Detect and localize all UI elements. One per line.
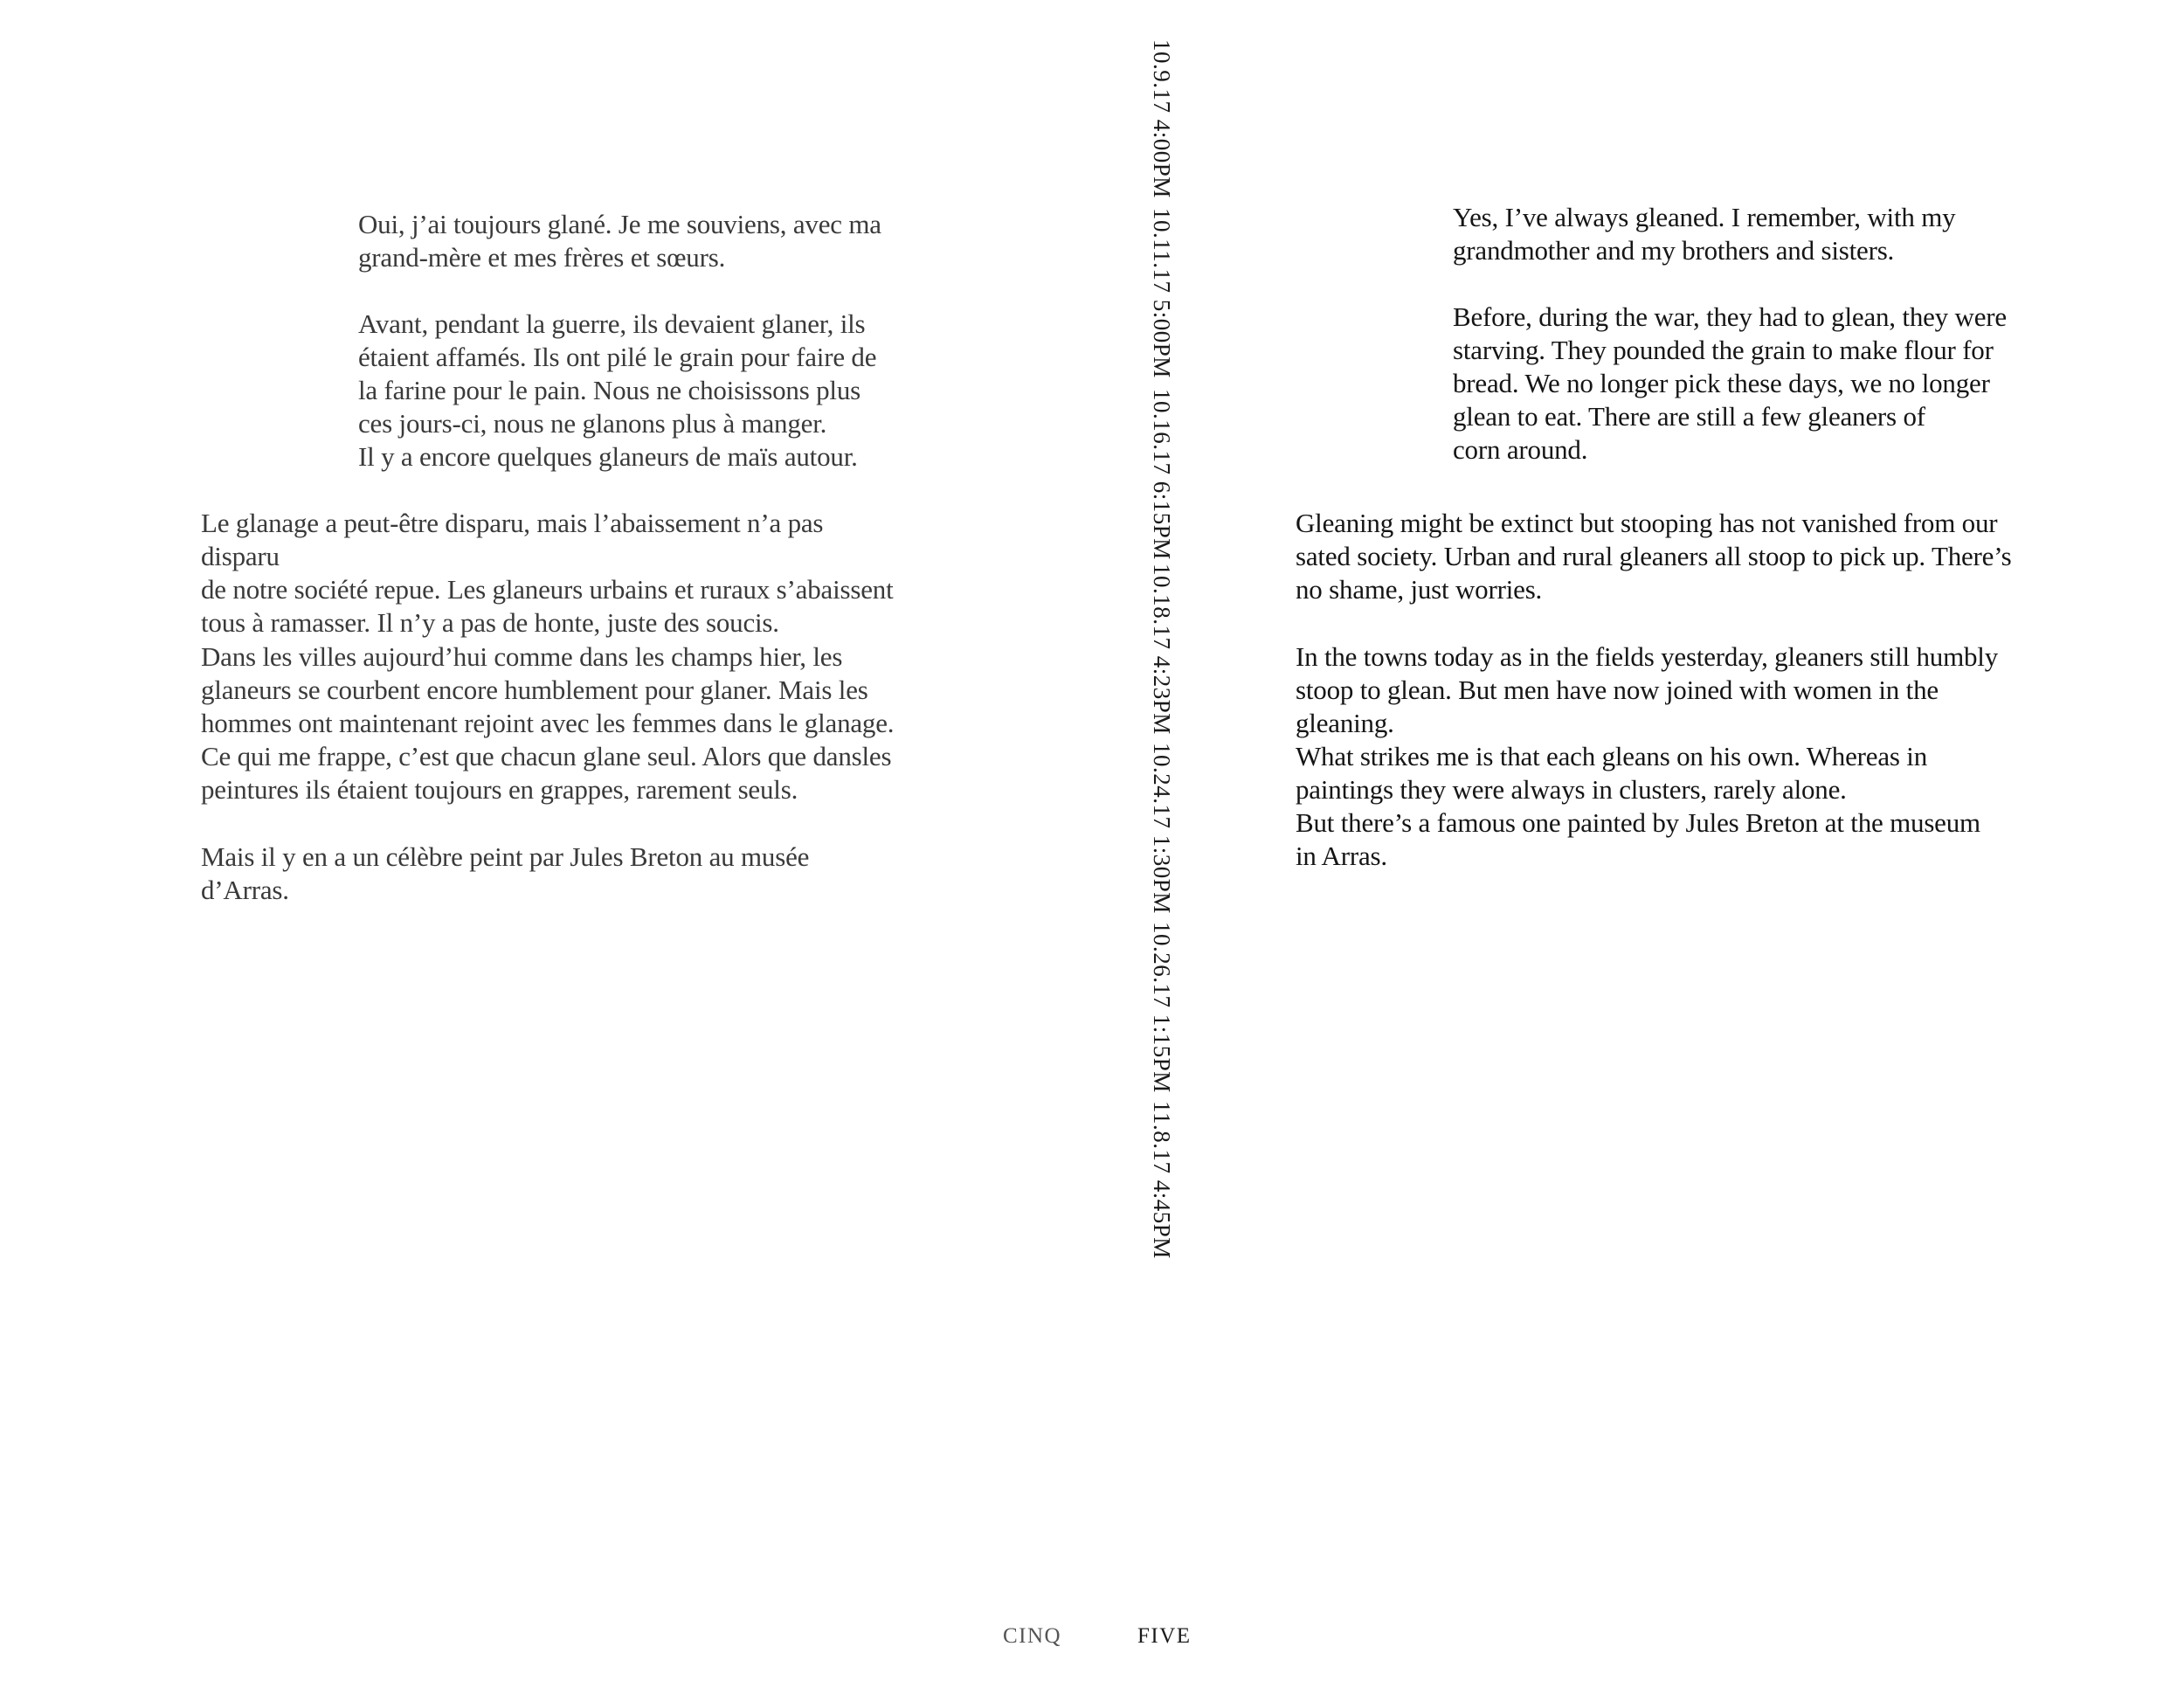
english-paragraph-2: Before, during the war, they had to glean, they were starving. They pounded the grain to make flour for bread. We no longer pick these days, we no longer glean to eat. There are still a few gleaners of corn around. <box>1453 301 2007 465</box>
french-paragraph-1: Oui, j’ai toujours glané. Je me souviens, avec ma grand-mère et mes frères et sœurs. <box>358 209 881 273</box>
timestamp: 10.18.17 4:23PM <box>1149 564 1175 735</box>
page-number-right: FIVE <box>1137 1624 1192 1648</box>
timestamp: 10.24.17 1:30PM <box>1149 743 1175 914</box>
english-paragraph-1: Yes, I’ve always gleaned. I remember, with my grandmother and my brothers and sisters. <box>1453 202 1956 266</box>
french-paragraph-2: Avant, pendant la guerre, ils devaient glaner, ils étaient affamés. Ils ont pilé le grain pour faire de la farine pour le pain. Nous ne choisissons plus ces jours-ci, nous ne glanons plus à manger. Il y a encore quelques glaneurs de maïs autour. <box>358 308 877 472</box>
page-number-left: CINQ <box>1003 1624 1062 1648</box>
french-paragraph-3: Le glanage a peut-être disparu, mais l’abaissement n’a pas disparu de notre société repue. Les glaneurs urbains et ruraux s’abaissent tous à ramasser. Il n’y a pas de honte, juste des soucis. <box>201 508 894 638</box>
timestamp: 10.11.17 5:00PM <box>1149 208 1175 378</box>
timestamp: 10.16.17 6:15PM <box>1149 389 1175 560</box>
french-paragraph-4: Dans les villes aujourd’hui comme dans les champs hier, les glaneurs se courbent encore humblement pour glaner. Mais les hommes ont maintenant rejoint avec les femmes dans le glanage. Ce qui me frappe, c’est que chacun glane seul. Alors que dansles peintures ils étaient toujours en grappes, rarement seuls. <box>201 641 895 805</box>
english-paragraph-3: Gleaning might be extinct but stooping has not vanished from our sated society. Urban and rural gleaners all stoop to pick up. There’s no shame, just worries. <box>1296 508 2012 605</box>
english-paragraph-4: In the towns today as in the fields yesterday, gleaners still humbly stoop to glean. But men have now joined with women in the gleaning. What strikes me is that each gleans on his own. Whereas in paintings they were always in clusters, rarely alone. <box>1296 641 1998 805</box>
french-paragraph-5: Mais il y en a un célèbre peint par Jules Breton au musée d’Arras. <box>201 841 810 905</box>
english-paragraph-5: But there’s a famous one painted by Jules Breton at the museum in Arras. <box>1296 807 1980 871</box>
timestamp: 10.9.17 4:00PM <box>1149 39 1175 198</box>
timestamp-strip <box>1144 39 1179 1259</box>
timestamp: 11.8.17 4:45PM <box>1149 1101 1175 1259</box>
timestamp: 10.26.17 1:15PM <box>1149 922 1175 1093</box>
